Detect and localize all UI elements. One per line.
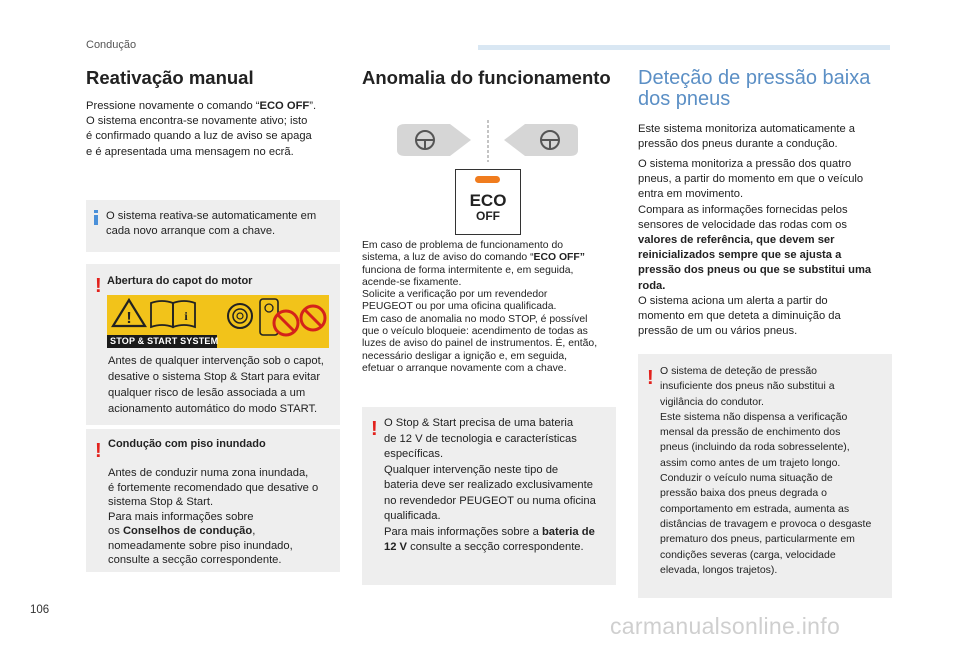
detecao-intro: Este sistema monitoriza automaticamente a pressão dos pneus durante a condução. <box>638 123 856 151</box>
off-label: OFF <box>476 209 500 223</box>
warning-body: Antes de qualquer intervenção sob o capot, desative o sistema Stop & Start para evitar qualquer risco de lesão associada a um acionamento automático do modo START. <box>108 355 324 415</box>
info-line: cada novo arranque com a chave. <box>106 225 276 237</box>
warning-box-capot <box>86 264 340 425</box>
warning-box-bateria <box>362 407 616 585</box>
section-title-anomalia: Anomalia do funcionamento <box>362 67 611 88</box>
anomalia-paragraph: Em caso de problema de funcionamento do sistema, a luz de aviso do comando “ECO OFF” funciona de forma intermitente e, em seguida, acende-se fixamente. Solicite a verificação por um revendedor PEUGEOT ou por uma oficina qualificada. Em caso de anomalia no modo STOP, é possível que o veículo bloqueie: acendimento de todas as luzes de aviso do painel de instrumentos. É, então, necessário desligar a ignição e, em seguida, efetuar o arranque novamente com a chave. <box>362 240 598 374</box>
reativacao-paragraph: Pressione novamente o comando “ECO OFF”. O sistema encontra-se novamente ativo; isto é confirmado quando a luz de aviso se apaga e é apresentada uma mensagem no ecrã. <box>86 100 317 158</box>
eco-label: ECO <box>469 191 507 210</box>
warning-body: O sistema de deteção de pressão insuficiente dos pneus não substitui a vigilância do condutor. Este sistema não dispensa a verificação mensal da pressão de enchimento dos pneus (incluindo da roda sobresselente), assim como antes de um trajeto longo. Conduzir o veículo numa situação de pressão baixa dos pneus degrada o comportamento em estrada, aumenta as distâncias de travagem e provoca o desgaste prematuro dos pneus, particularmente em condições severas (carga, velocidade elevada, longos trajetos). <box>660 365 872 576</box>
eco-off-warning-light <box>475 176 500 183</box>
page-number: 106 <box>30 604 50 616</box>
info-box-reactivation <box>86 200 340 252</box>
warning-icon: ! <box>95 275 102 297</box>
warning-box-pneus <box>638 354 892 598</box>
section-header: Condução <box>86 39 137 51</box>
warning-icon: ! <box>647 367 654 389</box>
header-bar <box>478 45 890 50</box>
stop-start-label <box>107 295 329 348</box>
warning-body: O Stop & Start precisa de uma bateria de 12 V de tecnologia e características específicas. Qualquer intervenção neste tipo de bateria deve ser realizado exclusivamente no revendedor PEUGEOT ou numa oficina qualificada. Para mais informações sobre a bateria de 12 V consulte a secção correspondente. <box>384 417 596 553</box>
stop-start-label-text: STOP & START SYSTEM <box>110 336 219 346</box>
svg-text:!: ! <box>126 310 132 327</box>
section-title-detecao: Deteção de pressão baixa dos pneus <box>638 67 871 110</box>
steering-wheel-illustration <box>395 120 580 162</box>
warning-body: Antes de conduzir numa zona inundada, é fortemente recomendado que desative o sistema Stop & Start. Para mais informações sobre os Conselhos de condução, nomeadamente sobre piso inundado, consulte a secção correspondente. <box>108 467 319 566</box>
warning-icon: ! <box>95 440 102 462</box>
watermark: carmanualsonline.info <box>610 613 841 639</box>
svg-text:i: i <box>184 309 188 323</box>
warning-icon: ! <box>371 418 378 440</box>
eco-off-button <box>455 169 521 235</box>
section-title-reativacao: Reativação manual <box>86 67 254 88</box>
warning-title: Abertura do capot do motor <box>107 275 253 287</box>
warning-box-piso-inundado <box>86 429 340 572</box>
detecao-paragraph: O sistema monitoriza a pressão dos quatro pneus, a partir do momento em que o veículo entra em movimento. Compara as informações fornecidas pelos sensores de velocidade das rodas com os valores de referência, que devem ser reinicializados sempre que se ajusta a pressão dos pneus ou que se substitui uma roda. O sistema aciona um alerta a partir do momento em que deteta a diminuição da pressão de um ou vários pneus. <box>638 158 872 338</box>
warning-title: Condução com piso inundado <box>108 438 266 450</box>
info-line: O sistema reativa-se automaticamente em <box>106 210 317 222</box>
info-icon <box>94 210 98 225</box>
